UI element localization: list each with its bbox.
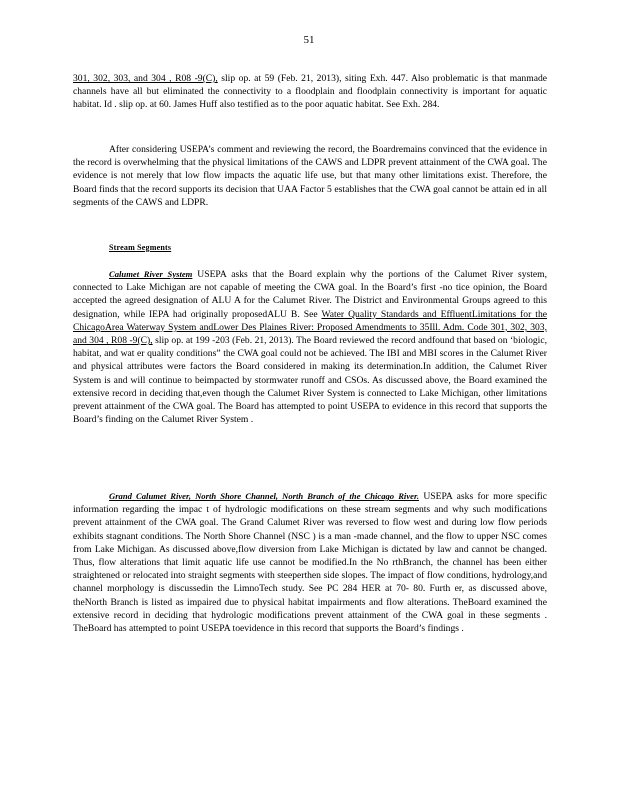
paragraph-2 [73,143,547,209]
paragraph-4-text: USEPA asks for more specific information regarding the impac t of hydrologic modifications on these stream segments and why such modifications prevent attainment of the CWA goal. The Grand Calumet River was reversed to flow west and during low flow periods exhibits stagnant conditions. The North Shore Channel (NSC ) is a man -made channel, and the flow to upper NSC comes from Lake Michigan. As discussed above,flow diversion from Lake Michigan is dictated by law and cannot be changed. Thus, flow alterations that limit aquatic life use cannot be modified.In the No rthBranch, the channel has been either straightened or relocated into straight segments with steeperthen side slopes. The impact of flow conditions, hydrology,and channel morphology is discussedin the LimnoTech study. See PC 284 HER at 70- 80. Furth er, as discussed above, theNorth Branch is listed as impaired due to physical habitat impairments and flow alterations. TheBoard examined the extensive record in deciding that hydrologic modifications prevent attainment of the CWA goal in these segments . TheBoard has attempted to point USEPA toevidence in this record that supports the Board’s findings . [73,491,547,635]
citation-link[interactable]: 301, 302, 303, and 304 , R08 -9(C), [73,73,218,84]
paragraph-3-text-b: slip op. at 199 -203 (Feb. 21, 2013). The Board reviewed the record andfound that based on ‘biologic, habitat, and wat er quality conditions” the CWA goal could not be achieved. The IBI and MBI scores in the Calumet River and physical attributes were factors the Board considered in making its determination.In addition, the Calumet River System is and will continue to beimpacted by stormwater runoff and CSOs. As discussed above, the Board examined the extensive record in deciding that,even though the Calumet River System is connected to Lake Michigan, other limitations prevent attainment of the CWA goal. The Board has attempted to point USEPA to evidence in this record that supports the Board’s finding on the Calumet River System . [73,335,548,426]
paragraph-3 [73,268,547,426]
paragraph-4 [73,490,547,635]
subheading-grand-calumet: Grand Calumet River, North Shore Channel, North Branch of the Chicago River. [109,491,419,501]
paragraph-1 [73,72,547,112]
paragraph-1-text: slip op. at 59 (Feb. 21, 2013), siting Exh. 447. Also problematic is that manmade channels have all but eliminated the connectivity to a floodplain and floodplain connectivity is important for aquatic habitat. Id . slip op. at 60. James Huff also testified as to the poor aquatic habitat. See Exh. 284. [73,73,548,111]
section-heading: Stream Segments [109,243,172,252]
page-number: 51 [303,34,315,46]
citation-link-2[interactable]: Water Quality Standards and EffluentLimitations for the ChicagoArea Waterway System andLower Des Plaines River: Proposed Amendments to 35Ill. Adm. Code 301, 302, 303, and 304 , R08 -9(C), [73,308,548,347]
paragraph-3-text-a: USEPA asks that the Board explain why the portions of the Calumet River system, connected to Lake Michigan are not capable of meeting the CWA goal. In the Board’s first -no tice opinion, the Board accepted the agreed designation of ALU A for the Calumet River. The District and Environmental Groups agreed to this designation, while IEPA had originally proposedALU B. See [73,269,548,320]
subheading-calumet: Calumet River System [109,269,193,279]
paragraph-2-text: After considering USEPA’s comment and reviewing the record, the Boardremains convinced that the evidence in the record is overwhelming that the physical limitations of the CAWS and LDPR prevent attainment of the CWA goal. The evidence is not merely that low flow impacts the aquatic life use, but that many other limitations exist. Therefore, the Board finds that the record supports its decision that UAA Factor 5 establishes that the CWA goal cannot be attain ed in all segments of the CAWS and LDPR. [73,144,547,208]
